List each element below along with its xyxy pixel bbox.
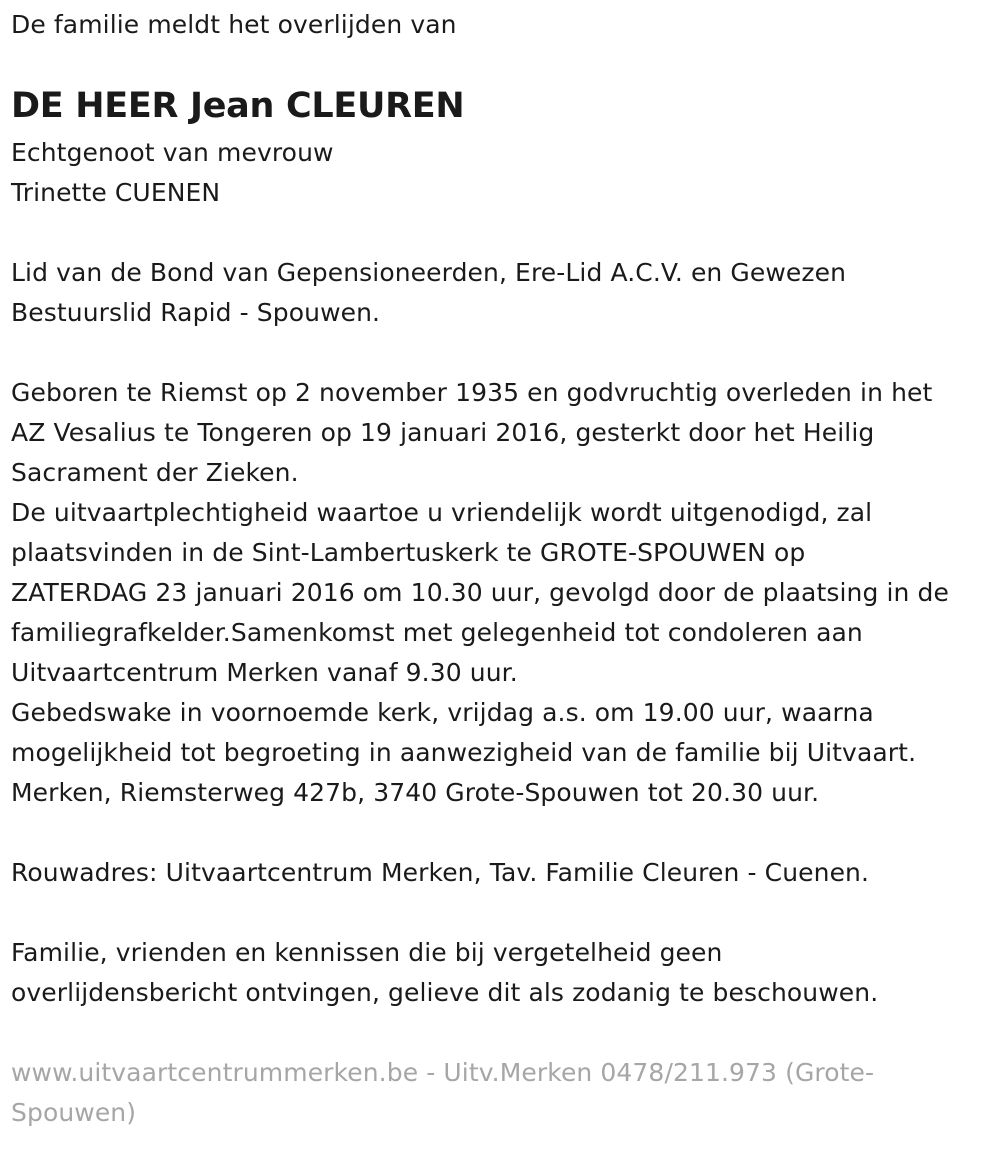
- detail-line: mogelijkheid tot begroeting in aanwezigheid van de familie bij Uitvaart.: [11, 738, 917, 767]
- detail-line: De uitvaartplechtigheid waartoe u vriendelijk wordt uitgenodigd, zal: [11, 498, 873, 527]
- footer-line: Spouwen): [11, 1098, 137, 1127]
- intro-text: De familie meldt het overlijden van: [11, 10, 457, 39]
- spouse-line: Echtgenoot van mevrouw: [11, 138, 334, 167]
- detail-line: Merken, Riemsterweg 427b, 3740 Grote-Spouwen tot 20.30 uur.: [11, 778, 820, 807]
- note-line: overlijdensbericht ontvingen, gelieve dit als zodanig te beschouwen.: [11, 978, 879, 1007]
- detail-line: Gebedswake in voornoemde kerk, vrijdag a.s. om 19.00 uur, waarna: [11, 698, 874, 727]
- mourning-address-section: [11, 853, 869, 893]
- spouse-section: [11, 133, 334, 213]
- detail-line: Uitvaartcentrum Merken vanaf 9.30 uur.: [11, 658, 518, 687]
- details-section: [11, 373, 949, 813]
- membership-line: Lid van de Bond van Gepensioneerden, Ere-Lid A.C.V. en Gewezen: [11, 258, 847, 287]
- footer-line: www.uitvaartcentrummerken.be - Uitv.Merken 0478/211.973 (Grote-: [11, 1058, 875, 1087]
- spouse-line: Trinette CUENEN: [11, 178, 221, 207]
- note-line: Familie, vrienden en kennissen die bij vergetelheid geen: [11, 938, 723, 967]
- mourning-address: Rouwadres: Uitvaartcentrum Merken, Tav. Familie Cleuren - Cuenen.: [11, 858, 870, 887]
- deceased-name: DE HEER Jean CLEUREN: [11, 86, 465, 126]
- detail-line: Geboren te Riemst op 2 november 1935 en godvruchtig overleden in het: [11, 378, 933, 407]
- note-section: [11, 933, 878, 1013]
- membership-line: Bestuurslid Rapid - Spouwen.: [11, 298, 381, 327]
- footer-source: [11, 1053, 874, 1133]
- detail-line: AZ Vesalius te Tongeren op 19 januari 2016, gesterkt door het Heilig: [11, 418, 875, 447]
- detail-line: ZATERDAG 23 januari 2016 om 10.30 uur, gevolgd door de plaatsing in de: [11, 578, 949, 607]
- detail-line: plaatsvinden in de Sint-Lambertuskerk te GROTE-SPOUWEN op: [11, 538, 806, 567]
- detail-line: familiegrafkelder.Samenkomst met gelegenheid tot condoleren aan: [11, 618, 863, 647]
- membership-section: [11, 253, 846, 333]
- detail-line: Sacrament der Zieken.: [11, 458, 299, 487]
